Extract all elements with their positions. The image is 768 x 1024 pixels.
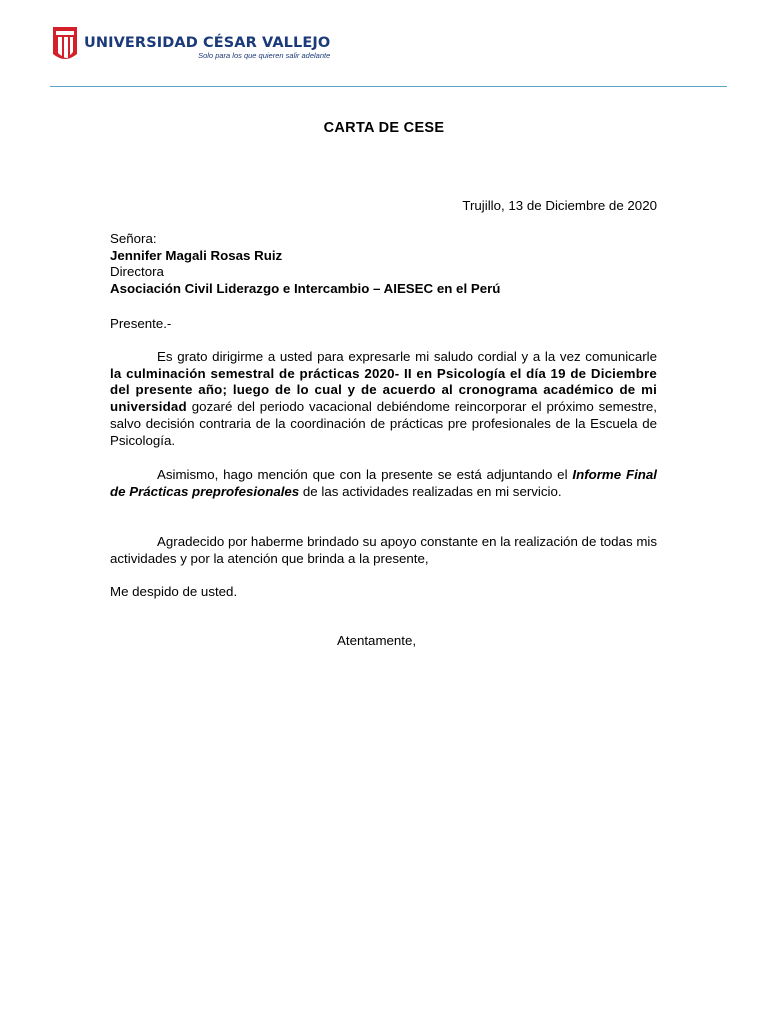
ucv-shield-logo-icon bbox=[52, 26, 78, 64]
salutation: Señora: bbox=[110, 231, 157, 246]
university-tagline: Solo para los que quieren salir adelante bbox=[198, 51, 331, 60]
university-name: UNIVERSIDAD CÉSAR VALLEJO bbox=[84, 35, 331, 51]
recipient-organization: Asociación Civil Liderazgo e Intercambio – AIESEC en el Perú bbox=[110, 281, 501, 297]
addressee-block bbox=[110, 231, 657, 298]
logo-text bbox=[84, 36, 330, 61]
recipient-name: Jennifer Magali Rosas Ruiz bbox=[110, 247, 283, 263]
recipient-title: Directora bbox=[110, 264, 164, 280]
paragraph-1: Es grato dirigirme a usted para expresarle mi saludo cordial y a la vez comunicarle la culminación semestral de prácticas 2020- II en Psicología el día 19 de Diciembre del presente año; luego de lo cual y de acuerdo al cronograma académico de mi universidad gozaré del periodo vacacional debiéndome reincorporar el próximo semestre, salvo decisión contraria de la coordinación de prácticas pre profesionales de la Escuela de Psicología. bbox=[110, 349, 657, 448]
header-divider bbox=[50, 86, 727, 87]
signoff: Atentamente, bbox=[337, 633, 417, 648]
letter-title: CARTA DE CESE bbox=[323, 120, 445, 136]
letterhead bbox=[52, 26, 330, 66]
paragraph-2: Asimismo, hago mención que con la presente se está adjuntando el Informe Final de Prácticas preprofesionales de las actividades realizadas en mi servicio. bbox=[110, 467, 657, 499]
closing-line: Me despido de usted. bbox=[110, 584, 238, 599]
paragraph-3: Agradecido por haberme brindado su apoyo constante en la realización de todas mis actividades y por la atención que brinda a la presente, bbox=[110, 534, 657, 566]
letter-date: Trujillo, 13 de Diciembre de 2020 bbox=[462, 198, 657, 213]
greeting: Presente.- bbox=[110, 316, 172, 331]
